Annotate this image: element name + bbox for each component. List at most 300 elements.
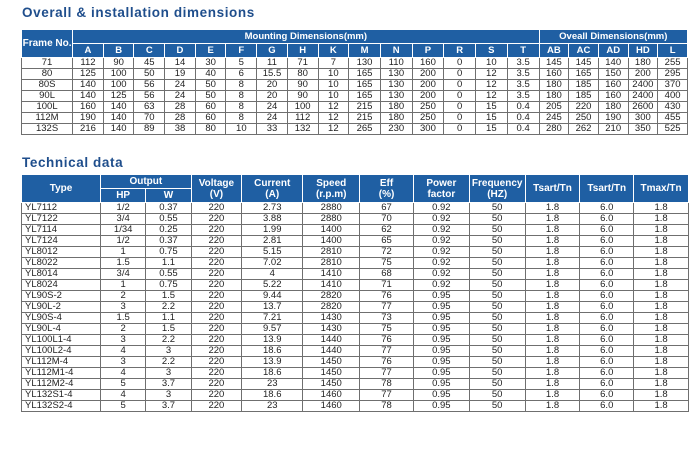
data-cell: 220	[191, 214, 242, 225]
data-cell: 1.8	[525, 390, 580, 401]
data-cell: 1.1	[146, 313, 191, 324]
frame-no-cell: 100L	[22, 102, 73, 113]
mounting-col-header: F	[226, 44, 257, 58]
data-cell: 50	[469, 203, 525, 214]
dimension-cell: 10	[318, 80, 349, 91]
data-cell: 50	[469, 335, 525, 346]
data-cell: 2	[101, 324, 146, 335]
type-cell: YL132S1-4	[22, 390, 101, 401]
dimension-cell: 140	[598, 58, 628, 69]
dimension-cell: 165	[349, 91, 381, 102]
data-cell: 6.0	[580, 357, 634, 368]
type-cell: YL112M1-4	[22, 368, 101, 379]
dimension-cell: 0	[444, 91, 476, 102]
dimension-cell: 80	[287, 69, 318, 80]
mounting-col-header: E	[195, 44, 226, 58]
table-row	[22, 247, 689, 258]
data-cell: 1.8	[525, 324, 580, 335]
dimension-cell: 165	[349, 69, 381, 80]
data-cell: 1440	[303, 346, 360, 357]
dimension-cell: 180	[539, 80, 569, 91]
dimension-cell: 0	[444, 80, 476, 91]
speed-header	[303, 175, 360, 203]
type-cell: YL90S-2	[22, 291, 101, 302]
data-cell: 2820	[303, 302, 360, 313]
dimension-cell: 28	[165, 102, 196, 113]
dimension-cell: 190	[73, 113, 104, 124]
dimension-cell: 165	[569, 69, 599, 80]
dimension-cell: 24	[257, 102, 288, 113]
dimension-cell: 180	[380, 102, 412, 113]
eff-header	[360, 175, 414, 203]
dimension-cell: 60	[195, 113, 226, 124]
dimension-cell: 15	[475, 102, 507, 113]
type-cell: YL112M2-4	[22, 379, 101, 390]
data-cell: 1.8	[525, 302, 580, 313]
data-cell: 0.95	[413, 313, 469, 324]
dimension-cell: 2400	[628, 80, 658, 91]
dimension-cell: 255	[658, 58, 688, 69]
table-row	[22, 225, 689, 236]
overall-col-header: HD	[628, 44, 658, 58]
output-header: Output	[101, 175, 192, 189]
data-cell: 1.8	[634, 280, 689, 291]
frame-no-cell: 71	[22, 58, 73, 69]
frame-no-cell: 132S	[22, 124, 73, 135]
type-cell: YL132S2-4	[22, 401, 101, 412]
dimension-cell: 140	[73, 91, 104, 102]
type-cell: YL8024	[22, 280, 101, 291]
dimension-cell: 56	[134, 91, 165, 102]
data-cell: 1.5	[101, 313, 146, 324]
data-cell: 1.8	[525, 346, 580, 357]
overall-col-header: AD	[598, 44, 628, 58]
data-cell: 4	[101, 346, 146, 357]
data-cell: 2.81	[242, 236, 303, 247]
w-header: W	[146, 189, 191, 203]
dimension-cell: 145	[539, 58, 569, 69]
dimension-cell: 89	[134, 124, 165, 135]
type-cell: YL90L-2	[22, 302, 101, 313]
data-cell: 4	[101, 368, 146, 379]
current-header	[242, 175, 303, 203]
data-cell: 18.6	[242, 368, 303, 379]
data-cell: 71	[360, 280, 414, 291]
data-cell: 0.92	[413, 236, 469, 247]
data-cell: 1.8	[634, 346, 689, 357]
dimension-cell: 125	[73, 69, 104, 80]
dimension-cell: 160	[539, 69, 569, 80]
dimension-cell: 300	[628, 113, 658, 124]
data-cell: 6.0	[580, 379, 634, 390]
dimension-cell: 90	[287, 80, 318, 91]
data-cell: 6.0	[580, 390, 634, 401]
data-cell: 1.8	[634, 258, 689, 269]
data-cell: 13.7	[242, 302, 303, 313]
data-cell: 220	[191, 236, 242, 247]
data-cell: 1/34	[101, 225, 146, 236]
data-cell: 3.7	[146, 379, 191, 390]
data-cell: 50	[469, 390, 525, 401]
dimension-cell: 8	[226, 102, 257, 113]
data-cell: 1430	[303, 324, 360, 335]
frequency-label: Frequency	[471, 177, 523, 189]
data-cell: 50	[469, 357, 525, 368]
voltage-label: Voltage	[198, 177, 235, 189]
data-cell: 1430	[303, 313, 360, 324]
dimension-cell: 50	[195, 91, 226, 102]
data-cell: 6.0	[580, 214, 634, 225]
data-cell: 3/4	[101, 269, 146, 280]
data-cell: 220	[191, 379, 242, 390]
dimension-cell: 90	[287, 91, 318, 102]
dimension-cell: 20	[257, 91, 288, 102]
tsart-tn-header-1: Tsart/Tn	[525, 175, 580, 203]
dimension-cell: 30	[195, 58, 226, 69]
data-cell: 1.8	[525, 291, 580, 302]
type-cell: YL8022	[22, 258, 101, 269]
dimension-cell: 3.5	[507, 58, 539, 69]
table-row	[22, 368, 689, 379]
mounting-dimensions-header: Mounting Dimensions(mm)	[73, 30, 539, 44]
mounting-col-header: R	[444, 44, 476, 58]
table-row	[22, 302, 689, 313]
data-cell: 220	[191, 225, 242, 236]
dimension-cell: 455	[658, 113, 688, 124]
data-cell: 6.0	[580, 335, 634, 346]
data-cell: 1.8	[634, 203, 689, 214]
data-cell: 1.5	[146, 324, 191, 335]
data-cell: 50	[469, 225, 525, 236]
data-cell: 50	[469, 280, 525, 291]
dimension-cell: 28	[165, 113, 196, 124]
data-cell: 2.2	[146, 335, 191, 346]
dimension-cell: 12	[318, 124, 349, 135]
dimension-cell: 180	[380, 113, 412, 124]
data-cell: 1.1	[146, 258, 191, 269]
type-cell: YL7124	[22, 236, 101, 247]
data-cell: 2880	[303, 203, 360, 214]
dimension-cell: 56	[134, 80, 165, 91]
table-row	[22, 357, 689, 368]
dimension-cell: 180	[598, 102, 628, 113]
data-cell: 1.8	[525, 247, 580, 258]
dimension-cell: 20	[257, 80, 288, 91]
data-cell: 2.2	[146, 357, 191, 368]
data-cell: 220	[191, 324, 242, 335]
dimension-cell: 10	[318, 69, 349, 80]
data-cell: 77	[360, 346, 414, 357]
data-cell: 23	[242, 379, 303, 390]
dimension-cell: 215	[349, 102, 381, 113]
dimension-cell: 112	[73, 58, 104, 69]
dimension-cell: 265	[349, 124, 381, 135]
dimension-cell: 245	[539, 113, 569, 124]
dimension-cell: 250	[412, 113, 444, 124]
dimension-cell: 145	[569, 58, 599, 69]
data-cell: 0.37	[146, 236, 191, 247]
data-cell: 0.95	[413, 357, 469, 368]
data-cell: 77	[360, 390, 414, 401]
dimension-cell: 250	[412, 102, 444, 113]
data-cell: 1.8	[634, 324, 689, 335]
dimension-cell: 200	[412, 80, 444, 91]
dimension-cell: 0.4	[507, 124, 539, 135]
data-cell: 1.8	[525, 214, 580, 225]
type-cell: YL7112	[22, 203, 101, 214]
dimension-cell: 6	[226, 69, 257, 80]
type-cell: YL7114	[22, 225, 101, 236]
tmax-tn-header: Tmax/Tn	[634, 175, 689, 203]
data-cell: 6.0	[580, 225, 634, 236]
data-cell: 18.6	[242, 390, 303, 401]
data-cell: 76	[360, 357, 414, 368]
voltage-header	[191, 175, 242, 203]
data-cell: 5.22	[242, 280, 303, 291]
data-cell: 50	[469, 313, 525, 324]
dimension-cell: 24	[165, 80, 196, 91]
data-cell: 1.8	[525, 379, 580, 390]
dimension-cell: 200	[628, 69, 658, 80]
data-cell: 5	[101, 379, 146, 390]
data-cell: 50	[469, 346, 525, 357]
power-label: Power	[426, 177, 457, 189]
data-cell: 50	[469, 236, 525, 247]
data-cell: 1.8	[525, 368, 580, 379]
dimension-cell: 3.5	[507, 80, 539, 91]
dimension-cell: 2400	[628, 91, 658, 102]
dimension-cell: 24	[257, 113, 288, 124]
mounting-col-header: D	[165, 44, 196, 58]
mounting-col-header: A	[73, 44, 104, 58]
data-cell: 78	[360, 379, 414, 390]
table-row	[22, 324, 689, 335]
data-cell: 1.8	[634, 247, 689, 258]
data-cell: 50	[469, 269, 525, 280]
dimension-cell: 8	[226, 113, 257, 124]
data-cell: 220	[191, 313, 242, 324]
data-cell: 1.8	[525, 258, 580, 269]
table-row	[22, 313, 689, 324]
dimension-cell: 12	[475, 91, 507, 102]
table-row	[22, 58, 688, 69]
dimensions-section-title: Overall & installation dimensions	[22, 5, 255, 20]
data-cell: 6.0	[580, 401, 634, 412]
table-row	[22, 379, 689, 390]
data-cell: 1.8	[525, 357, 580, 368]
dimension-cell: 7	[318, 58, 349, 69]
dimension-cell: 112	[287, 113, 318, 124]
data-cell: 73	[360, 313, 414, 324]
data-cell: 50	[469, 368, 525, 379]
mounting-col-header: C	[134, 44, 165, 58]
data-cell: 6.0	[580, 302, 634, 313]
dimension-cell: 45	[134, 58, 165, 69]
table-row	[22, 214, 689, 225]
data-cell: 76	[360, 291, 414, 302]
type-cell: YL112M-4	[22, 357, 101, 368]
data-cell: 1/2	[101, 236, 146, 247]
dimension-cell: 140	[73, 80, 104, 91]
data-cell: 2820	[303, 291, 360, 302]
data-cell: 0.95	[413, 379, 469, 390]
mounting-col-header: G	[257, 44, 288, 58]
dimension-cell: 132	[287, 124, 318, 135]
data-cell: 0.95	[413, 335, 469, 346]
data-cell: 50	[469, 291, 525, 302]
power-label-2: factor	[427, 188, 456, 200]
dimension-cell: 10	[475, 58, 507, 69]
data-cell: 1	[101, 247, 146, 258]
table-row	[22, 80, 688, 91]
data-cell: 1.5	[101, 258, 146, 269]
data-cell: 220	[191, 401, 242, 412]
data-cell: 220	[191, 280, 242, 291]
data-cell: 3	[101, 302, 146, 313]
dimension-cell: 12	[475, 80, 507, 91]
speed-unit: (r.p.m)	[315, 188, 347, 200]
frame-no-cell: 80	[22, 69, 73, 80]
dimensions-table	[21, 29, 688, 135]
data-cell: 2880	[303, 214, 360, 225]
dimension-cell: 130	[380, 91, 412, 102]
dimension-cell: 0.4	[507, 102, 539, 113]
dimension-cell: 33	[257, 124, 288, 135]
eff-label: Eff	[379, 177, 394, 189]
data-cell: 78	[360, 401, 414, 412]
voltage-unit: (V)	[209, 188, 224, 200]
mounting-col-header: B	[103, 44, 134, 58]
data-cell: 77	[360, 368, 414, 379]
data-cell: 1.8	[634, 225, 689, 236]
dimension-cell: 190	[598, 113, 628, 124]
dimension-cell: 125	[103, 91, 134, 102]
dimension-cell: 19	[165, 69, 196, 80]
dimension-cell: 8	[226, 91, 257, 102]
dimension-cell: 0	[444, 124, 476, 135]
table-row	[22, 401, 689, 412]
mounting-col-header: N	[380, 44, 412, 58]
dimension-cell: 220	[569, 102, 599, 113]
data-cell: 0.92	[413, 247, 469, 258]
dimension-cell: 63	[134, 102, 165, 113]
dimension-cell: 10	[318, 91, 349, 102]
data-cell: 6.0	[580, 280, 634, 291]
data-cell: 0.92	[413, 258, 469, 269]
data-cell: 1.8	[525, 236, 580, 247]
data-cell: 1400	[303, 225, 360, 236]
technical-data-table	[21, 174, 689, 412]
data-cell: 1460	[303, 390, 360, 401]
mounting-col-header: M	[349, 44, 381, 58]
eff-unit: (%)	[378, 188, 395, 200]
data-cell: 1.5	[146, 291, 191, 302]
dimension-cell: 160	[598, 91, 628, 102]
data-cell: 220	[191, 203, 242, 214]
data-cell: 5.15	[242, 247, 303, 258]
data-cell: 6.0	[580, 346, 634, 357]
data-cell: 67	[360, 203, 414, 214]
data-cell: 1.8	[634, 379, 689, 390]
data-cell: 9.57	[242, 324, 303, 335]
data-cell: 1.8	[525, 401, 580, 412]
frame-no-cell: 90L	[22, 91, 73, 102]
speed-label: Speed	[316, 177, 347, 189]
data-cell: 1.8	[634, 335, 689, 346]
dimension-cell: 71	[287, 58, 318, 69]
data-cell: 6.0	[580, 313, 634, 324]
dimension-cell: 150	[598, 69, 628, 80]
data-cell: 2.73	[242, 203, 303, 214]
dimension-cell: 140	[103, 124, 134, 135]
data-cell: 7.02	[242, 258, 303, 269]
data-cell: 220	[191, 247, 242, 258]
data-cell: 220	[191, 269, 242, 280]
data-cell: 0.37	[146, 203, 191, 214]
dimension-cell: 11	[257, 58, 288, 69]
data-cell: 50	[469, 258, 525, 269]
data-cell: 6.0	[580, 269, 634, 280]
data-cell: 1.8	[525, 335, 580, 346]
data-cell: 3	[101, 335, 146, 346]
dimension-cell: 250	[569, 113, 599, 124]
dimension-cell: 210	[598, 124, 628, 135]
dimension-cell: 230	[380, 124, 412, 135]
data-cell: 6.0	[580, 203, 634, 214]
technical-section-title: Technical data	[22, 155, 124, 170]
type-cell: YL100L1-4	[22, 335, 101, 346]
dimension-cell: 300	[412, 124, 444, 135]
dimension-cell: 280	[539, 124, 569, 135]
dimension-cell: 38	[165, 124, 196, 135]
dimension-cell: 140	[103, 113, 134, 124]
data-cell: 1.8	[525, 203, 580, 214]
data-cell: 1400	[303, 236, 360, 247]
dimension-cell: 130	[380, 69, 412, 80]
table-row	[22, 280, 689, 291]
table-row	[22, 291, 689, 302]
data-cell: 3	[146, 346, 191, 357]
dimension-cell: 160	[73, 102, 104, 113]
table-row	[22, 346, 689, 357]
data-cell: 1.8	[634, 236, 689, 247]
data-cell: 1450	[303, 368, 360, 379]
data-cell: 0.95	[413, 401, 469, 412]
table-row	[22, 390, 689, 401]
dimension-cell: 3.5	[507, 91, 539, 102]
data-cell: 50	[469, 214, 525, 225]
data-cell: 1.99	[242, 225, 303, 236]
overall-dimensions-header: Oveall Dimensions(mm)	[539, 30, 687, 44]
dimension-cell: 50	[134, 69, 165, 80]
dimension-cell: 140	[103, 102, 134, 113]
data-cell: 1410	[303, 269, 360, 280]
table-row	[22, 113, 688, 124]
data-cell: 62	[360, 225, 414, 236]
data-cell: 3.88	[242, 214, 303, 225]
data-cell: 1.8	[634, 269, 689, 280]
data-cell: 13.9	[242, 357, 303, 368]
data-cell: 0.75	[146, 247, 191, 258]
data-cell: 1440	[303, 335, 360, 346]
data-cell: 3.7	[146, 401, 191, 412]
dimension-cell: 14	[165, 58, 196, 69]
mounting-col-header: H	[287, 44, 318, 58]
dimension-cell: 216	[73, 124, 104, 135]
data-cell: 50	[469, 247, 525, 258]
data-cell: 1.8	[634, 390, 689, 401]
dimension-cell: 185	[569, 91, 599, 102]
